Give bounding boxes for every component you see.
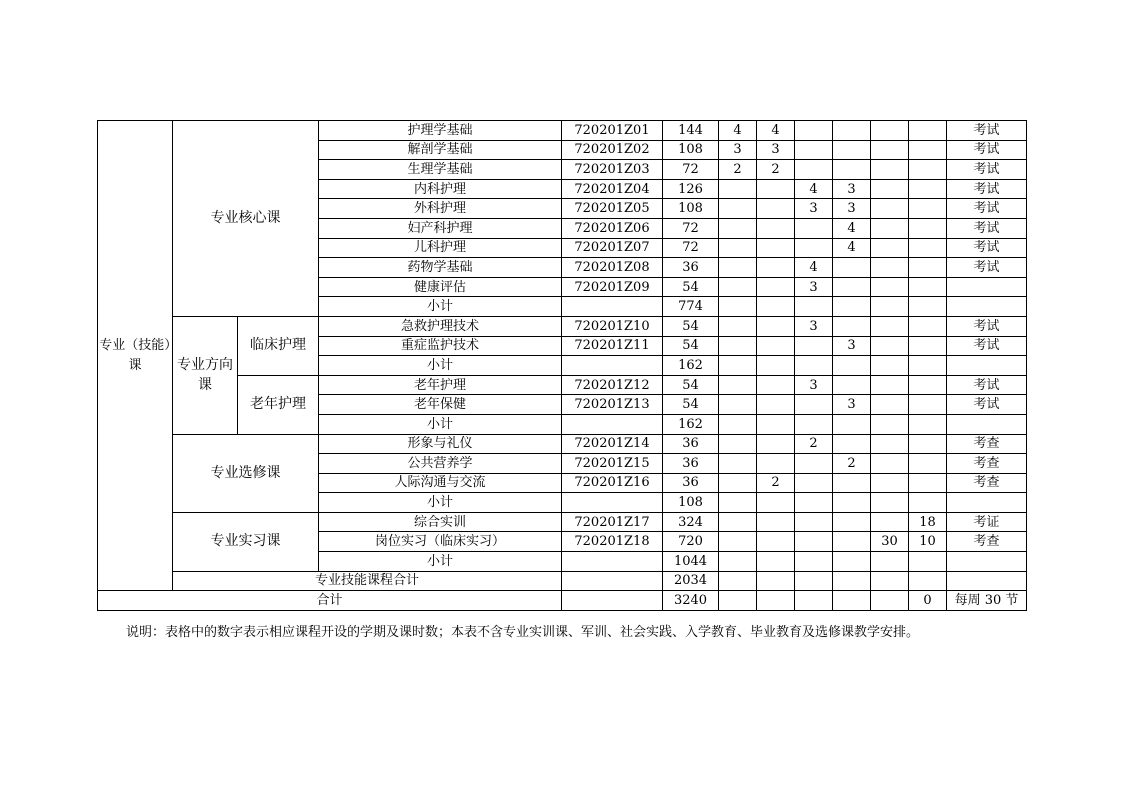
semester-hours [719,336,757,356]
semester-hours [795,121,833,141]
assessment-method: 考试 [947,121,1027,141]
semester-hours: 3 [757,140,795,160]
semester-hours [719,434,757,454]
semester-hours [909,199,947,219]
course-name: 儿科护理 [319,238,562,258]
empty-cell [562,493,663,513]
empty-cell [795,571,833,591]
semester-hours [795,454,833,474]
course-hours: 54 [663,277,719,297]
table-row [98,121,1027,141]
semester-hours [909,140,947,160]
empty-cell [719,297,757,317]
semester-hours [719,199,757,219]
course-code: 720201Z13 [562,395,663,415]
assessment-method: 考试 [947,395,1027,415]
semester-hours [833,473,871,493]
semester-hours [833,277,871,297]
semester-hours: 4 [833,218,871,238]
assessment-method: 考试 [947,199,1027,219]
semester-hours: 3 [795,199,833,219]
semester-hours [833,121,871,141]
subtotal-label: 小计 [319,552,562,572]
empty-cell [562,297,663,317]
semester-hours: 4 [757,121,795,141]
empty-cell [757,591,795,611]
semester-hours: 2 [757,160,795,180]
semester-hours [757,375,795,395]
semester-hours [795,336,833,356]
assessment-method: 考证 [947,512,1027,532]
course-hours: 720 [663,532,719,552]
subtotal-label: 小计 [319,414,562,434]
semester-hours [719,316,757,336]
course-code: 720201Z11 [562,336,663,356]
empty-cell [871,414,909,434]
semester-hours [757,532,795,552]
semester-hours: 18 [909,512,947,532]
semester-hours [833,512,871,532]
semester-hours [909,160,947,180]
empty-cell [947,356,1027,376]
semester-hours [909,179,947,199]
empty-cell [833,591,871,611]
course-hours: 54 [663,375,719,395]
semester-hours [909,277,947,297]
semester-hours [871,375,909,395]
semester-hours [795,395,833,415]
course-code: 720201Z03 [562,160,663,180]
semester-hours: 3 [795,277,833,297]
semester-hours [871,512,909,532]
course-code: 720201Z06 [562,218,663,238]
assessment-method: 考查 [947,454,1027,474]
semester-hours [757,218,795,238]
empty-cell [947,414,1027,434]
empty-cell [871,591,909,611]
semester-hours [757,512,795,532]
assessment-method: 考试 [947,238,1027,258]
course-hours: 126 [663,179,719,199]
course-hours: 324 [663,512,719,532]
course-code: 720201Z02 [562,140,663,160]
empty-cell [562,591,663,611]
subtotal-label: 小计 [319,493,562,513]
course-hours: 72 [663,160,719,180]
semester-hours [719,454,757,474]
empty-cell [947,571,1027,591]
course-name: 综合实训 [319,512,562,532]
empty-cell [871,571,909,591]
subgroup-label: 老年护理 [238,375,319,434]
semester-hours: 4 [795,258,833,278]
semester-hours [909,336,947,356]
grand-total-hours: 3240 [663,591,719,611]
course-name: 妇产科护理 [319,218,562,238]
empty-cell [795,493,833,513]
semester-hours [909,218,947,238]
semester-hours [757,277,795,297]
semester-hours [719,277,757,297]
group-label: 专业核心课 [173,121,319,317]
course-name: 重症监护技术 [319,336,562,356]
assessment-method: 考试 [947,179,1027,199]
empty-cell [719,414,757,434]
empty-cell [871,552,909,572]
semester-hours [909,238,947,258]
subtotal-label: 小计 [319,356,562,376]
course-name: 人际沟通与交流 [319,473,562,493]
semester-hours [719,532,757,552]
empty-cell [795,552,833,572]
semester-hours [833,140,871,160]
empty-cell [871,297,909,317]
course-name: 健康评估 [319,277,562,297]
assessment-method: 考查 [947,532,1027,552]
semester-hours [833,375,871,395]
semester-hours [871,160,909,180]
empty-cell [909,297,947,317]
semester-hours [871,277,909,297]
semester-hours [871,258,909,278]
semester-hours [719,179,757,199]
course-code: 720201Z15 [562,454,663,474]
semester-hours [795,140,833,160]
course-code: 720201Z09 [562,277,663,297]
course-hours: 54 [663,395,719,415]
empty-cell [833,571,871,591]
semester-hours: 4 [795,179,833,199]
empty-cell [562,414,663,434]
skill-total-hours: 2034 [663,571,719,591]
semester-hours [795,160,833,180]
course-name: 急救护理技术 [319,316,562,336]
semester-hours [871,454,909,474]
semester-hours [909,316,947,336]
empty-cell [909,571,947,591]
category-label: 专业（技能）课 [98,121,173,591]
assessment-method: 考试 [947,336,1027,356]
empty-cell [833,493,871,513]
empty-cell [909,356,947,376]
empty-cell [757,552,795,572]
empty-cell [562,552,663,572]
empty-cell [871,493,909,513]
assessment-method: 考试 [947,258,1027,278]
semester-hours [871,121,909,141]
semester-hours [795,532,833,552]
assessment-method: 考试 [947,316,1027,336]
course-hours: 72 [663,218,719,238]
course-name: 形象与礼仪 [319,434,562,454]
course-code: 720201Z04 [562,179,663,199]
assessment-method: 考试 [947,218,1027,238]
semester-hours: 2 [757,473,795,493]
semester-hours [909,258,947,278]
semester-hours [871,179,909,199]
course-name: 公共营养学 [319,454,562,474]
semester-hours [871,316,909,336]
course-name: 岗位实习（临床实习） [319,532,562,552]
semester-hours [757,454,795,474]
assessment-method: 考查 [947,473,1027,493]
semester-hours [757,434,795,454]
empty-cell [719,591,757,611]
semester-hours [795,238,833,258]
table-note: 说明：表格中的数字表示相应课程开设的学期及课时数；本表不含专业实训课、军训、社会实践、入学教育、毕业教育及选修课教学安排。 [126,625,920,640]
course-name: 解剖学基础 [319,140,562,160]
semester-hours [719,473,757,493]
semester-hours [719,512,757,532]
course-code: 720201Z07 [562,238,663,258]
group-label: 专业实习课 [173,512,319,571]
semester-hours [871,336,909,356]
semester-hours [909,454,947,474]
course-hours: 72 [663,238,719,258]
semester-hours [871,473,909,493]
course-code: 720201Z08 [562,258,663,278]
semester-hours [871,218,909,238]
semester-hours [757,336,795,356]
table-row [98,375,1027,395]
semester-hours: 3 [719,140,757,160]
empty-cell [947,552,1027,572]
semester-hours: 0 [909,591,947,611]
subtotal-label: 小计 [319,297,562,317]
semester-hours: 3 [833,199,871,219]
course-code: 720201Z05 [562,199,663,219]
table-row [98,316,1027,336]
course-name: 护理学基础 [319,121,562,141]
assessment-method: 考试 [947,160,1027,180]
semester-hours [833,532,871,552]
empty-cell [719,552,757,572]
semester-hours: 4 [719,121,757,141]
course-hours: 36 [663,434,719,454]
semester-hours [719,218,757,238]
course-name: 老年护理 [319,375,562,395]
table-row [98,434,1027,454]
semester-hours [871,140,909,160]
empty-cell [562,571,663,591]
subtotal-hours: 1044 [663,552,719,572]
group-label: 专业选修课 [173,434,319,512]
semester-hours: 3 [833,336,871,356]
empty-cell [757,297,795,317]
empty-cell [833,297,871,317]
subtotal-hours: 774 [663,297,719,317]
empty-cell [909,552,947,572]
empty-cell [833,356,871,376]
semester-hours [757,238,795,258]
empty-cell [909,493,947,513]
course-table [97,120,1027,611]
semester-hours: 3 [833,179,871,199]
skill-total-label: 专业技能课程合计 [173,571,562,591]
course-code: 720201Z12 [562,375,663,395]
assessment-method [947,277,1027,297]
semester-hours: 2 [795,434,833,454]
course-name: 生理学基础 [319,160,562,180]
empty-cell [909,414,947,434]
semester-hours [719,258,757,278]
course-name: 老年保健 [319,395,562,415]
empty-cell [719,356,757,376]
course-code: 720201Z17 [562,512,663,532]
table-row [98,512,1027,532]
semester-hours [871,199,909,219]
semester-hours: 2 [719,160,757,180]
empty-cell [947,493,1027,513]
course-name: 内科护理 [319,179,562,199]
assessment-method: 考试 [947,375,1027,395]
semester-hours [757,258,795,278]
empty-cell [795,591,833,611]
course-code: 720201Z10 [562,316,663,336]
semester-hours [909,473,947,493]
semester-hours: 3 [833,395,871,415]
semester-hours: 4 [833,238,871,258]
semester-hours [833,316,871,336]
table-body [98,121,1027,611]
course-hours: 108 [663,140,719,160]
course-code: 720201Z16 [562,473,663,493]
subgroup-label: 临床护理 [238,316,319,375]
empty-cell [871,356,909,376]
semester-hours [757,395,795,415]
empty-cell [757,571,795,591]
table-row [98,571,1027,591]
semester-hours [833,434,871,454]
course-name: 外科护理 [319,199,562,219]
semester-hours [757,199,795,219]
empty-cell [947,297,1027,317]
course-hours: 54 [663,316,719,336]
semester-hours: 10 [909,532,947,552]
course-code: 720201Z18 [562,532,663,552]
semester-hours [719,395,757,415]
course-name: 药物学基础 [319,258,562,278]
empty-cell [833,552,871,572]
semester-hours [833,258,871,278]
course-hours: 144 [663,121,719,141]
subtotal-hours: 162 [663,356,719,376]
course-hours: 36 [663,473,719,493]
weekly-hours: 每周 30 节 [947,591,1027,611]
empty-cell [833,414,871,434]
empty-cell [795,414,833,434]
table-row [98,591,1027,611]
semester-hours [795,512,833,532]
semester-hours [871,395,909,415]
subtotal-hours: 162 [663,414,719,434]
course-hours: 36 [663,258,719,278]
semester-hours [871,434,909,454]
group-label: 专业方向课 [173,316,238,434]
empty-cell [757,356,795,376]
assessment-method: 考试 [947,140,1027,160]
course-hours: 54 [663,336,719,356]
assessment-method: 考查 [947,434,1027,454]
semester-hours [909,121,947,141]
empty-cell [795,297,833,317]
course-code: 720201Z14 [562,434,663,454]
course-hours: 36 [663,454,719,474]
empty-cell [757,493,795,513]
semester-hours: 30 [871,532,909,552]
semester-hours [909,434,947,454]
semester-hours [795,218,833,238]
semester-hours: 3 [795,375,833,395]
subtotal-hours: 108 [663,493,719,513]
empty-cell [562,356,663,376]
empty-cell [719,493,757,513]
grand-total-label: 合计 [98,591,562,611]
semester-hours [909,395,947,415]
semester-hours [719,238,757,258]
semester-hours [757,179,795,199]
semester-hours [757,316,795,336]
semester-hours [719,375,757,395]
semester-hours [909,375,947,395]
semester-hours [871,238,909,258]
empty-cell [795,356,833,376]
semester-hours: 3 [795,316,833,336]
course-hours: 108 [663,199,719,219]
semester-hours: 2 [833,454,871,474]
course-code: 720201Z01 [562,121,663,141]
semester-hours [833,160,871,180]
empty-cell [757,414,795,434]
empty-cell [719,571,757,591]
semester-hours [795,473,833,493]
